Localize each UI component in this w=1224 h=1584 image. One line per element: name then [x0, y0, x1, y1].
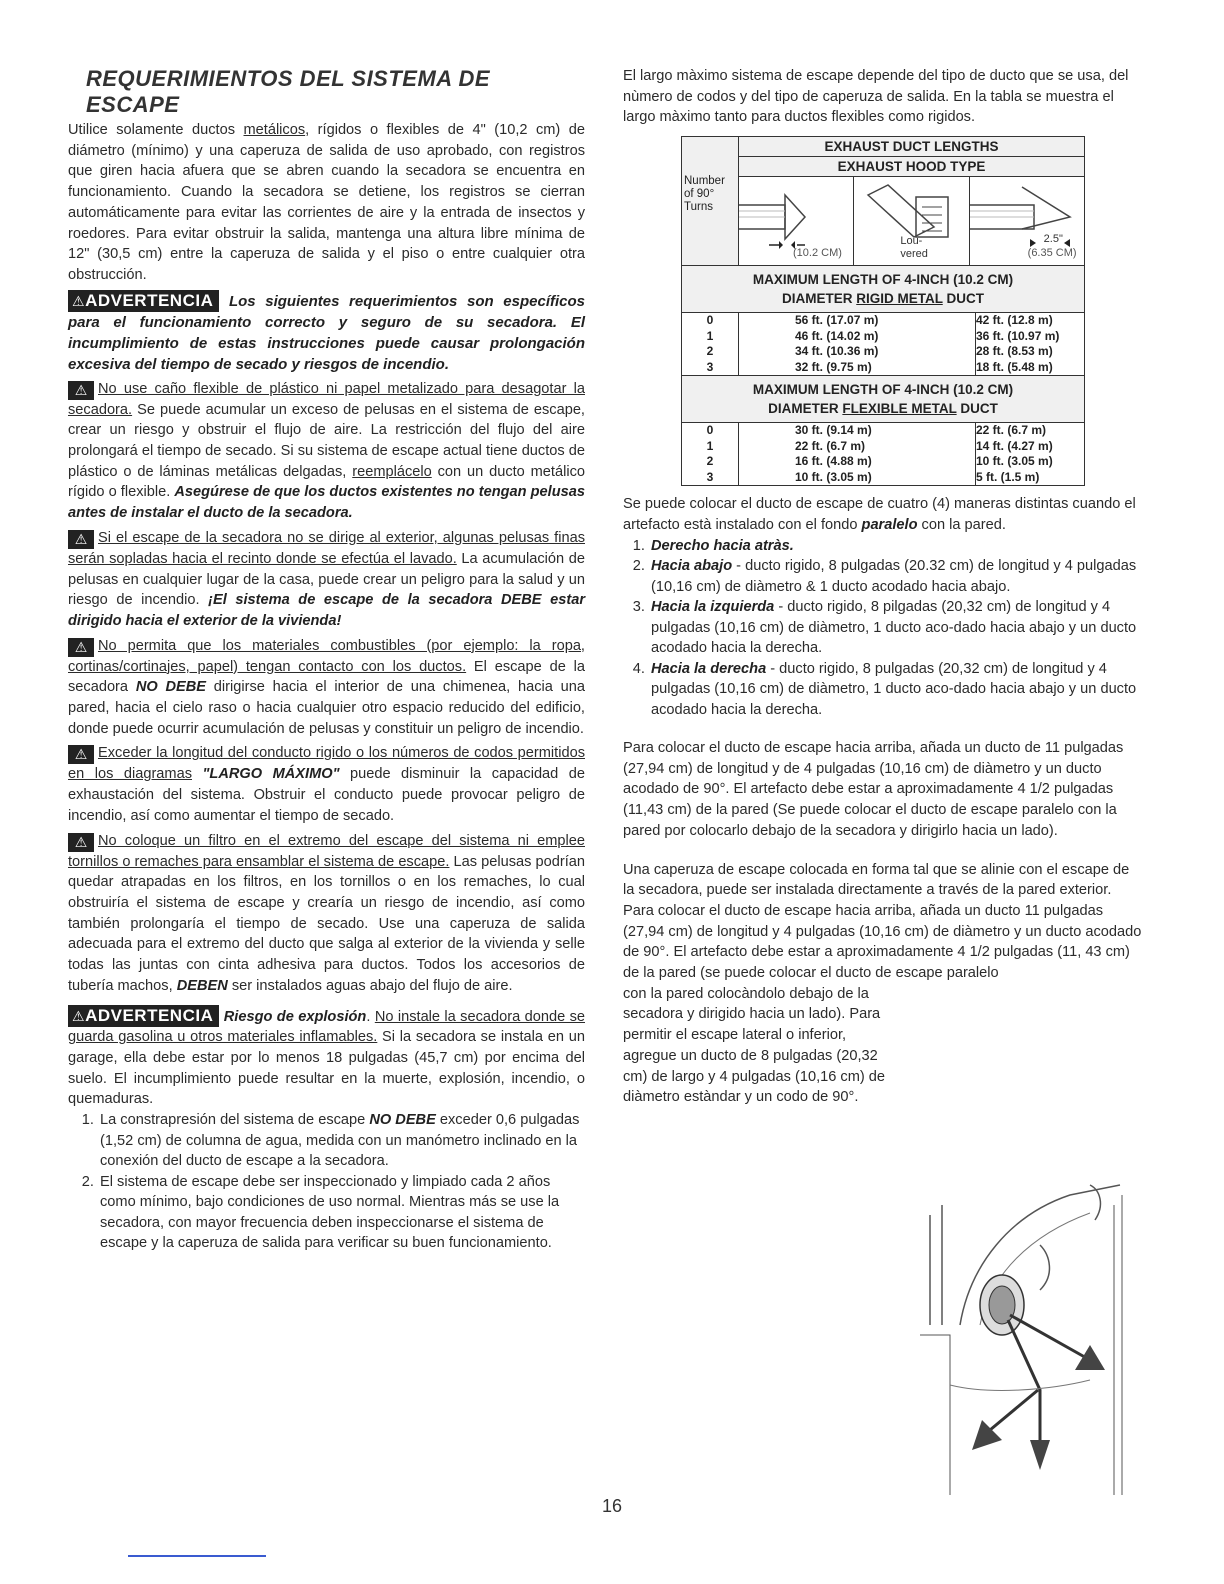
rigid-hood-3-values: 42 ft. (12.8 m) 36 ft. (10.97 m) 28 ft. (8.53 m) 18 ft. (5.48 m) — [976, 313, 1085, 376]
flex-hood-3-values: 22 ft. (6.7 m) 14 ft. (4.27 m) 10 ft. (3.05 m) 5 ft. (1.5 m) — [976, 423, 1085, 486]
list-item: 1. Derecho hacia atràs. — [649, 536, 1143, 557]
warning-triangle-icon: ⚠ — [68, 745, 94, 764]
duct-direction-illustration — [890, 1175, 1140, 1495]
rigid-rows — [682, 313, 1085, 376]
flex-hood-1-values: 30 ft. (9.14 m) 22 ft. (6.7 m) 16 ft. (4.88 m) 10 ft. (3.05 m) — [739, 423, 976, 486]
warning-triangle-icon: ⚠ — [68, 638, 94, 657]
warning-2: ⚠ADVERTENCIA Riesgo de explosión. No instale la secadora donde se guarda gasolina u otros materiales inflamables. Si la secadora se instala en un garage, ella debe estar por lo menos 18 pulgadas (45,7 cm) por encima del suelo. El incumplimiento puede resultar en la muerte, explosión, incendio, o quemaduras. — [68, 1005, 585, 1108]
paragraph-combustibles: ⚠ No permita que los materiales combustibles (por ejemplo: la ropa, cortinas/cortinajes, papel) tengan contacto con los ductos. El escape de la secadora NO DEBE dirigirse hacia el interior de una chimenea, hacia una pared, hacia el cielo raso o hacia cualquier otro espacio reducido del edificio, donde puede ocurrir acumulación de pelusas y constituir un peligro de incendio. — [68, 637, 585, 737]
hood-paragraph-continued: con la pared colocàndolo debajo de la secadora y dirigido hacia un lado). Para permitir el escape lateral o inferior, agregue un ducto de 8 pulgadas (20,32 cm) de largo y 4 pulgadas (10,16 cm) de diàmetro estàndar y un codo de 90°. — [623, 985, 886, 1106]
warning-badge: ⚠ADVERTENCIA — [68, 1005, 219, 1027]
paragraph-max-length: ⚠ Exceder la longitud del conducto rigido o los números de codos permitidos en los diagramas "LARGO MÁXIMO" puede disminuir la capacidad de exhaustación del sistema. Obstruir el conducto puede provocar peligro de incendio, así como aumentar el tiempo de secado. — [68, 745, 586, 824]
warning-triangle-icon: ⚠ — [68, 833, 94, 852]
table-header: EXHAUST DUCT LENGTHS EXHAUST HOOD TYPE — [739, 137, 1085, 177]
list-item: 2. Hacia abajo - ducto rigido, 8 pulgadas (20.32 cm) de longitud y 4 pulgadas (10,16 cm) de diàmetro & 1 ducto acodado hacia abajo. — [649, 556, 1143, 597]
warning-triangle-icon: ⚠ — [68, 381, 94, 400]
footer-rule — [128, 1555, 266, 1557]
installation-paragraph: Se puede colocar el ducto de escape de cuatro (4) maneras distintas cuando el artefacto està instalado con el fondo paralelo con la pared. — [623, 496, 1136, 533]
flexible-section-title: MAXIMUM LENGTH OF 4-INCH (10.2 CM) DIAMETER FLEXIBLE METAL DUCT — [682, 376, 1085, 423]
table-intro: El largo màximo sistema de escape depende del tipo de ducto que se usa, del nùmero de codos y del tipo de caperuza de salida. En la tabla se muestra el largo màximo tanto para ductos flexibles como rigidos. — [623, 68, 1129, 126]
warning-triangle-icon: ⚠ — [72, 292, 86, 309]
list-item: 1. La constrapresión del sistema de escape NO DEBE exceder 0,6 pulgadas (1,52 cm) de columna de agua, medida con un manómetro inclinado en la conexión del ducto de escape a la secadora. — [98, 1110, 585, 1172]
list-item: 4. Hacia la derecha - ducto rigido, 8 pulgadas (20,32 cm) de longitud y 4 pulgadas (10,16 cm) de diàmetro, 1 ducto aco-dado hacia abajo y un ducto acodado hacia la derecha. — [649, 659, 1143, 721]
page-number: 16 — [601, 1496, 623, 1516]
list-item: 3. Hacia la izquierda - ducto rigido, 8 pilgadas (20,32 cm) de longitud y 4 pulgadas (10,16 cm) de diàmetro, 1 ducto aco-dado hacia abajo y un ducto acodado hacia la derecha. — [649, 597, 1143, 659]
exhaust-duct-table — [681, 136, 1085, 486]
turns-column: 0 1 2 3 — [682, 313, 739, 376]
warning-1: ⚠ADVERTENCIA Los siguientes requerimientos son específicos para el funcionamiento correcto y seguro de su secadora. El incumplimiento de estas instrucciones puede causar prolongación excesiva del tiempo de secado y riesgos de incendio. — [68, 290, 585, 373]
hood-type-3: 2.5" (6.35 CM) — [970, 177, 1084, 265]
upward-paragraph: Para colocar el ducto de escape hacia arriba, añada un ducto de 11 pulgadas (27,94 cm) de longitud y de 4 pulgadas (10,16 cm) de diàmetro y un ducto acodado de 90°. El artefacto debe estar a aproximadamente 4 1/2 pulgadas (11,43 cm) de la pared (Se puede colocar el ducto de escape paralelo con la pared por colocarlo debajo de la secadora y dirigirlo hacia un lado). — [623, 740, 1124, 839]
flexible-rows — [682, 423, 1085, 486]
paragraph-filter-screws: ⚠ No coloque un filtro en el extremo del escape del sistema ni emplee tornillos o remaches para ensamblar el sistema de escape. Las pelusas podrían quedar atrapadas en los filtros, en los tornillos o en los remaches, lo cual obstruiría el sistema de escape y crearía un riesgo de incendio, así como también prolongaría el tiempo de secado. Use una caperuza de salida adecuada para el extremo del ducto que salga al exterior de la vivienda y selle todas las juntas con cinta adhesiva para ductos. Todos los accesorios de tubería machos, DEBEN ser instalados aguas abajo del flujo de aire. — [68, 832, 585, 994]
warning-triangle-icon: ⚠ — [72, 1007, 86, 1024]
paragraph-plastic-duct: ⚠ No use caño flexible de plástico ni papel metalizado para desagotar la secadora. Se puede acumular un exceso de pelusas en el sistema de escape, crear un riesgo y obstruir el flujo de aire. La restricción del flujo del aire prolongará el tiempo de secado. Si su sistema de escape actual tiene ductos de plástico o de láminas metálicas delgadas, reemplácelo con un ducto metálico rígido o flexible. Asegúrese de que los ductos existentes no tengan pelusas antes de instalar el ducto de la secadora. — [68, 380, 585, 522]
right-column — [623, 66, 1143, 1108]
left-column — [68, 66, 585, 1254]
turns-header: Number of 90° Turns — [682, 137, 739, 266]
hood-type-1: (10.2 CM) — [739, 177, 854, 265]
warning-triangle-icon: ⚠ — [68, 530, 94, 549]
list-item: 2. El sistema de escape debe ser inspeccionado y limpiado cada 2 años como mínimo, bajo condiciones de uso normal. Mientras más se use la secadora, con mayor frecuencia deben inspeccionarse el sistema de escape y la caperuza de salida para verificar su buen funcionamiento. — [98, 1172, 585, 1254]
requirements-list — [68, 1110, 585, 1254]
hood-paragraph: Una caperuza de escape colocada en forma tal que se alinie con el escape de la secadora, puede ser instalada directamente a través de la pared exterior. Para colocar el ducto de escape hacia arriba, añada un ducto 11 pulgadas (27,94 cm) de longitud y 4 pulgadas (10,16 cm) de diàmetro y un ducto acodado de 90°. El artefacto debe estar a aproximadamente 4 1/2 pulgadas (11, 43 cm) de la pared (se puede colocar el ducto de escape paralelo — [623, 861, 1142, 982]
hood-types — [739, 177, 1085, 266]
rigid-hood-1-values: 56 ft. (17.07 m) 46 ft. (14.02 m) 34 ft. (10.36 m) 32 ft. (9.75 m) — [739, 313, 976, 376]
paragraph-exhaust-outside: ⚠ Si el escape de la secadora no se dirige al exterior, algunas pelusas finas serán sopladas hacia el recinto donde se efectúa el lavado. La acumulación de pelusas en cualquier lugar de la casa, puede crear un peligro para la salud y un riesgo de incendio. ¡El sistema de escape de la secadora DEBE estar dirigido hacia el exterior de la vivienda! — [68, 529, 586, 629]
turns-column: 0 1 2 3 — [682, 423, 739, 486]
intro-paragraph: Utilice solamente ductos metálicos, rígidos o flexibles de 4" (10,2 cm) de diámetro (mínimo) y una caperuza de salida de uso aprobado, con registros que giren hacia afuera que se abren cuando la secadora se encuentra en funcionamiento. Cuando la secadora se detiene, los registros se cierran automáticamente para evitar las corrientes de aire y la entrada de insectos y roedores. Para evitar obstruir la salida, mantenga una altura libre mínima de 12" (30,5 cm) entre la caperuza de salida y el piso o entre cualquier otra obstrucción. — [68, 122, 585, 283]
page-title: REQUERIMIENTOS DEL SISTEMA DE ESCAPE — [86, 66, 491, 117]
rigid-section-title: MAXIMUM LENGTH OF 4-INCH (10.2 CM) DIAMETER RIGID METAL DUCT — [682, 266, 1085, 313]
hood-type-2: Lou- vered — [854, 177, 969, 265]
warning-badge: ⚠ADVERTENCIA — [68, 290, 219, 312]
installation-list — [623, 536, 1143, 721]
